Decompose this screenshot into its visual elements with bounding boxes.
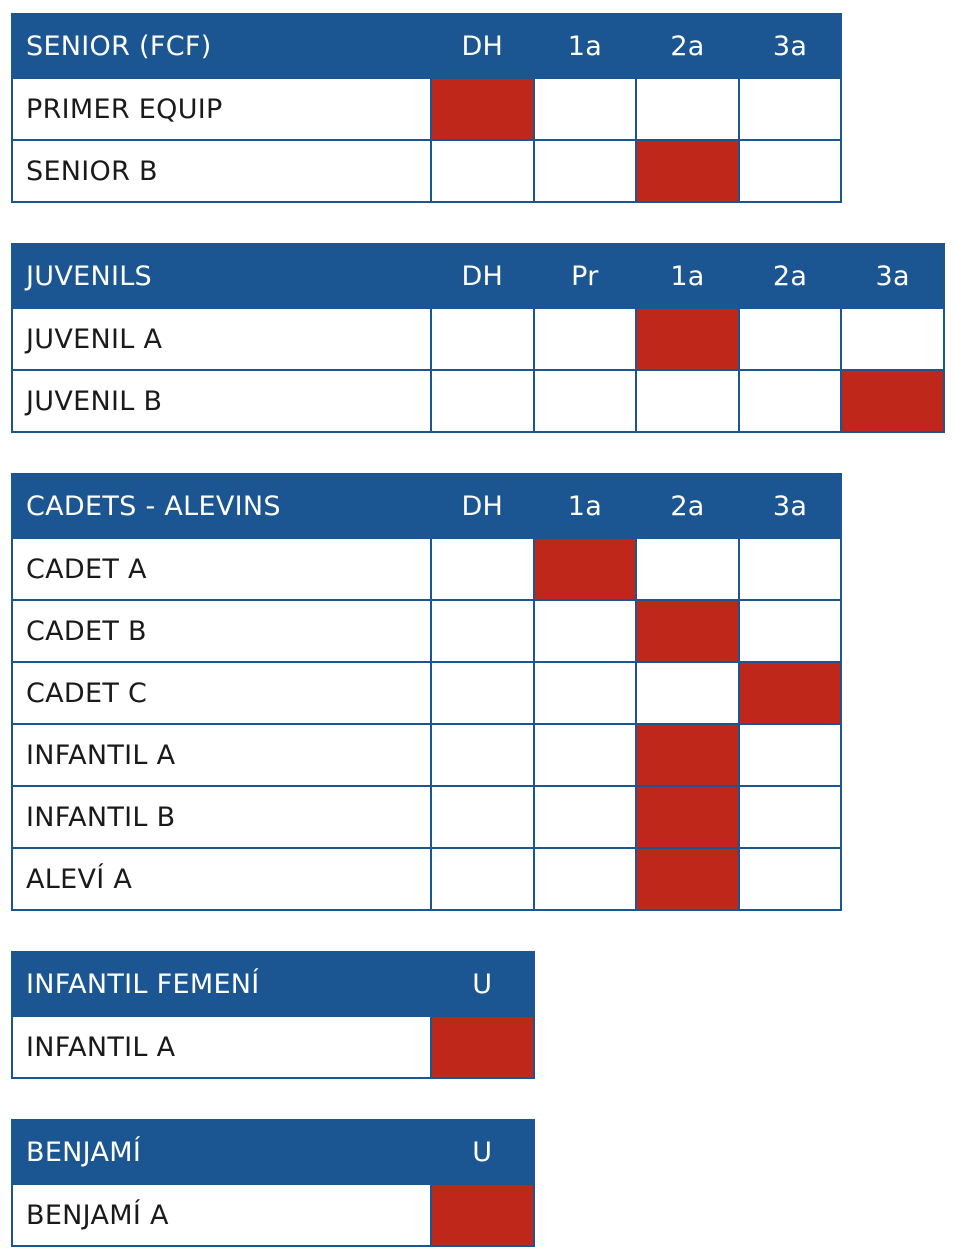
- table-row: [12, 308, 944, 370]
- team-name: INFANTIL A: [12, 724, 431, 786]
- active-level-marker: [534, 538, 637, 600]
- table-row: [12, 662, 841, 724]
- level-cell: [739, 308, 842, 370]
- level-cell: [431, 370, 534, 432]
- table-header-row: [12, 952, 534, 1016]
- level-cell: [739, 78, 842, 140]
- level-cell: [431, 308, 534, 370]
- level-cell: [431, 662, 534, 724]
- table-juvenils: [11, 243, 945, 433]
- level-cell: [739, 538, 842, 600]
- category-title: SENIOR (FCF): [12, 14, 431, 78]
- level-cell: [431, 848, 534, 910]
- team-name: ALEVÍ A: [12, 848, 431, 910]
- level-header-3a: 3a: [739, 474, 842, 538]
- table-row: [12, 848, 841, 910]
- table-row: [12, 538, 841, 600]
- table-row: [12, 1184, 534, 1246]
- active-level-marker: [636, 308, 739, 370]
- table-header-row: [12, 474, 841, 538]
- level-cell: [739, 724, 842, 786]
- level-cell: [739, 370, 842, 432]
- team-name: JUVENIL B: [12, 370, 431, 432]
- level-cell: [534, 786, 637, 848]
- level-cell: [534, 600, 637, 662]
- category-title: BENJAMÍ: [12, 1120, 431, 1184]
- team-name: INFANTIL A: [12, 1016, 431, 1078]
- level-cell: [534, 848, 637, 910]
- category-title: CADETS - ALEVINS: [12, 474, 431, 538]
- team-name: BENJAMÍ A: [12, 1184, 431, 1246]
- table-row: [12, 1016, 534, 1078]
- table-cadets-alevins: [11, 473, 842, 911]
- level-cell: [534, 724, 637, 786]
- level-cell: [431, 538, 534, 600]
- active-level-marker: [636, 786, 739, 848]
- level-header-dh: DH: [431, 474, 534, 538]
- table-row: [12, 786, 841, 848]
- table-row: [12, 600, 841, 662]
- level-cell: [739, 600, 842, 662]
- active-level-marker: [431, 1184, 534, 1246]
- level-cell: [739, 848, 842, 910]
- level-cell: [534, 308, 637, 370]
- level-header-u: U: [431, 1120, 534, 1184]
- active-level-marker: [636, 140, 739, 202]
- team-name: CADET C: [12, 662, 431, 724]
- table-row: [12, 370, 944, 432]
- level-header-2a: 2a: [636, 14, 739, 78]
- table-header-row: [12, 244, 944, 308]
- active-level-marker: [636, 848, 739, 910]
- team-name: CADET A: [12, 538, 431, 600]
- level-cell: [534, 140, 637, 202]
- level-header-dh: DH: [431, 244, 534, 308]
- active-level-marker: [841, 370, 944, 432]
- level-cell: [841, 308, 944, 370]
- level-cell: [431, 140, 534, 202]
- category-title: JUVENILS: [12, 244, 431, 308]
- level-cell: [534, 370, 637, 432]
- table-benjami: [11, 1119, 535, 1247]
- level-cell: [636, 662, 739, 724]
- level-header-1a: 1a: [534, 14, 637, 78]
- league-tables: [11, 13, 945, 1247]
- team-name: PRIMER EQUIP: [12, 78, 431, 140]
- active-level-marker: [636, 724, 739, 786]
- level-cell: [534, 662, 637, 724]
- level-cell: [431, 600, 534, 662]
- level-cell: [739, 140, 842, 202]
- table-row: [12, 724, 841, 786]
- level-header-3a: 3a: [739, 14, 842, 78]
- level-cell: [534, 78, 637, 140]
- level-header-u: U: [431, 952, 534, 1016]
- level-cell: [636, 370, 739, 432]
- table-header-row: [12, 1120, 534, 1184]
- category-title: INFANTIL FEMENÍ: [12, 952, 431, 1016]
- team-name: SENIOR B: [12, 140, 431, 202]
- active-level-marker: [636, 600, 739, 662]
- table-row: [12, 140, 841, 202]
- level-header-2a: 2a: [636, 474, 739, 538]
- level-header-pr: Pr: [534, 244, 637, 308]
- team-name: CADET B: [12, 600, 431, 662]
- level-cell: [636, 78, 739, 140]
- table-header-row: [12, 14, 841, 78]
- level-cell: [636, 538, 739, 600]
- level-cell: [739, 786, 842, 848]
- team-name: JUVENIL A: [12, 308, 431, 370]
- table-infantil-femeni: [11, 951, 535, 1079]
- table-row: [12, 78, 841, 140]
- level-header-dh: DH: [431, 14, 534, 78]
- level-header-3a: 3a: [841, 244, 944, 308]
- level-header-2a: 2a: [739, 244, 842, 308]
- team-name: INFANTIL B: [12, 786, 431, 848]
- level-cell: [431, 786, 534, 848]
- level-cell: [431, 724, 534, 786]
- active-level-marker: [431, 78, 534, 140]
- active-level-marker: [739, 662, 842, 724]
- level-header-1a: 1a: [534, 474, 637, 538]
- level-header-1a: 1a: [636, 244, 739, 308]
- active-level-marker: [431, 1016, 534, 1078]
- table-senior-fcf: [11, 13, 842, 203]
